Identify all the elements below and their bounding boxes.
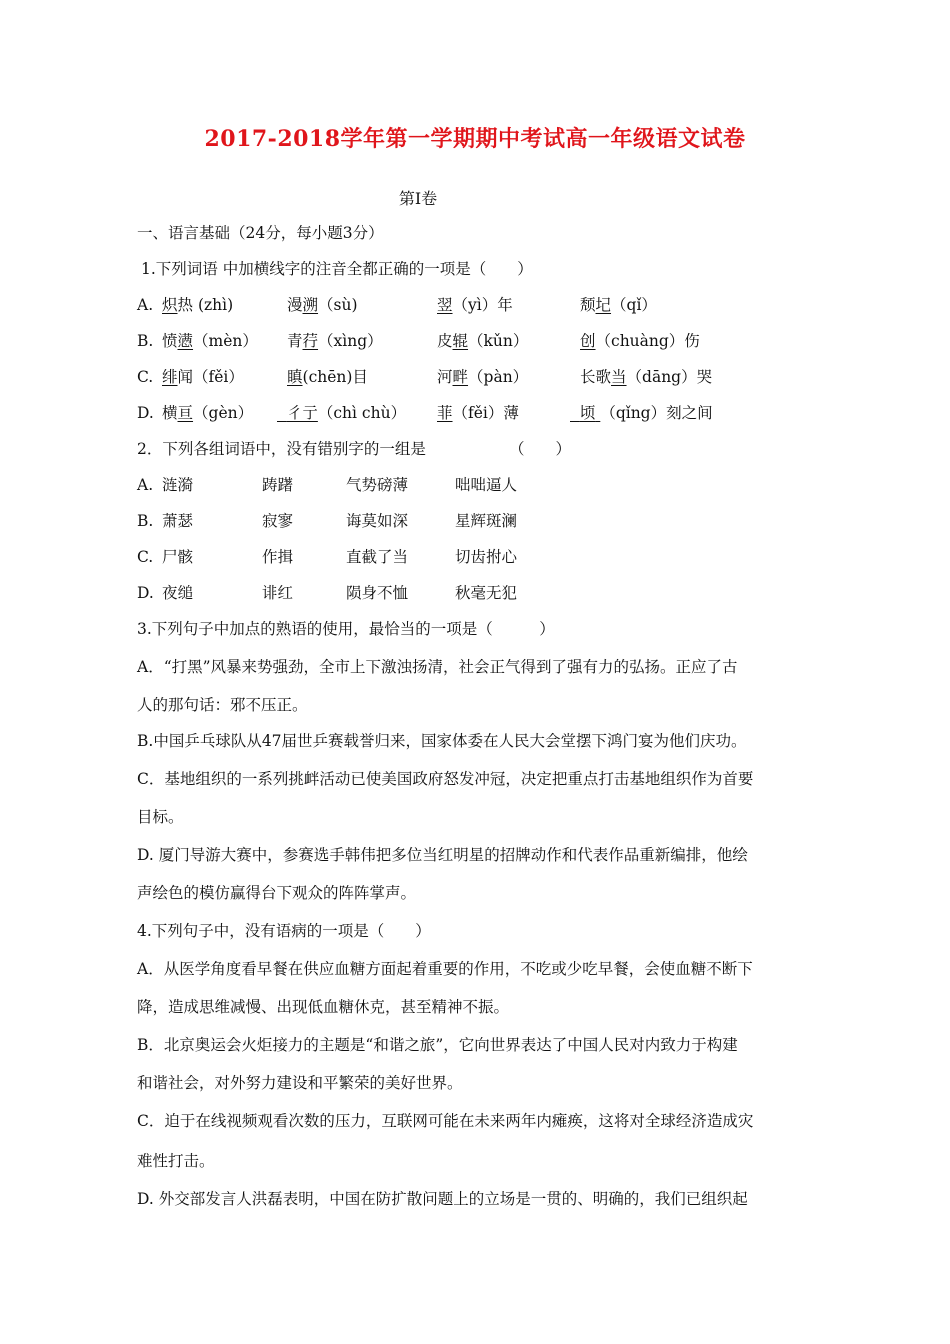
volume-label: 第Ⅰ卷 <box>398 189 438 208</box>
q3-line: B.中国乒乓球队从47届世乒赛载誉归来，国家体委在人民大会堂摆下鸿门宴为他们庆功。 <box>137 732 747 750</box>
q4-line: A．从医学角度看早餐在供应血糖方面起着重要的作用，不吃或少吃早餐，会使血糖不断下 <box>137 960 753 978</box>
q4-line: 和谐社会，对外努力建设和平繁荣的美好世界。 <box>137 1074 463 1092</box>
q4-stem: 4.下列句子中，没有语病的一项是（ ） <box>137 922 431 940</box>
q3-line: A．“打黑”风暴来势强劲，全市上下激浊扬清，社会正气得到了强有力的弘扬。正应了古 <box>137 658 738 676</box>
q3-stem: 3.下列句子中加点的熟语的使用，最恰当的一项是（ ） <box>137 620 555 638</box>
section-heading: 一、语言基础（24分，每小题3分） <box>137 224 384 242</box>
q3-line: D. 厦门导游大赛中，参赛选手韩伟把多位当红明星的招牌动作和代表作品重新编排，他绘 <box>137 846 748 864</box>
q3-line: 目标。 <box>137 808 184 826</box>
q4-line: 降，造成思维减慢、出现低血糖休克，甚至精神不振。 <box>137 998 510 1016</box>
q3-line: 声绘色的模仿赢得台下观众的阵阵掌声。 <box>137 884 417 902</box>
q1-stem: 1.下列词语 中加横线字的注音全都正确的一项是（ ） <box>141 260 533 278</box>
q4-line: 难性打击。 <box>137 1152 215 1170</box>
q3-line: 人的那句话：邪不压正。 <box>137 696 308 714</box>
exam-page: 2017-2018学年第一学期期中考试高一年级语文试卷 第Ⅰ卷 一、语言基础（24分，每小题3分） 1.下列词语 中加横线字的注音全都正确的一项是（ ） A. 炽热 (zhì) 漫溯（sù) 翌（yì）年 颓圮（qǐ） B. 愤懑（mèn） 青荇（xìng） 皮辊（kǔn） 创（chuàng）伤 C. 绯闻（fěi） 瞋(chēn)目 河畔（pàn） 长歌当（dāng）哭 D. 横亘（gèn） 彳亍（chì chù） 菲（fěi）薄 顷 （qǐng）刻之间 2．下列各组词语中，没有错别字的一组是 （ ） A. 涟漪 踌躇 气势磅薄 咄咄逼人 B. 萧瑟 寂寥 诲莫如深 星辉斑澜 C. 尸骸 作揖 直截了当 切齿拊心 D. 夜缒 诽红 陨身不恤 秋毫无犯 3.下列句子中加点的熟语的使用，最恰当的一项是（ ） A．“打黑”风暴来势强劲，全市上下激浊扬清，社会正气得到了强有力的弘扬。正应了古 人的那句话：邪不压正。 B.中国乒乓球队从47届世乒赛载誉归来，国家体委在人民大会堂摆下鸿门宴为他们庆功。 C．基地组织的一系列挑衅活动已使美国政府怒发冲冠，决定把重点打击基地组织作为首要 目标。 D. 厦门导游大赛中，参赛选手韩伟把多位当红明星的招牌动作和代表作品重新编排，他绘 声绘色的模仿赢得台下观众的阵阵掌声。 4.下列句子中，没有语病的一项是（ ） A．从医学角度看早餐在供应血糖方面起着重要的作用，不吃或少吃早餐，会使血糖不断下 降，造成思维减慢、出现低血糖休克，甚至精神不振。 B．北京奥运会火炬接力的主题是“和谐之旅”，它向世界表达了中国人民对内致力于构建 和谐社会，对外努力建设和平繁荣的美好世界。 C．迫于在线视频观看次数的压力，互联网可能在未来两年内瘫痪，这将对全球经济造成灾 难性打击。 D. 外交部发言人洪磊表明，中国在防扩散问题上的立场是一贯的、明确的，我们已组织起 <box>0 0 950 1344</box>
q4-line: B．北京奥运会火炬接力的主题是“和谐之旅”，它向世界表达了中国人民对内致力于构建 <box>137 1036 738 1054</box>
q4-line: D. 外交部发言人洪磊表明，中国在防扩散问题上的立场是一贯的、明确的，我们已组织起 <box>137 1190 748 1208</box>
q4-line: C．迫于在线视频观看次数的压力，互联网可能在未来两年内瘫痪，这将对全球经济造成灾 <box>137 1112 754 1130</box>
q3-line: C．基地组织的一系列挑衅活动已使美国政府怒发冲冠，决定把重点打击基地组织作为首要 <box>137 770 754 788</box>
exam-title: 2017-2018学年第一学期期中考试高一年级语文试卷 <box>204 126 746 152</box>
